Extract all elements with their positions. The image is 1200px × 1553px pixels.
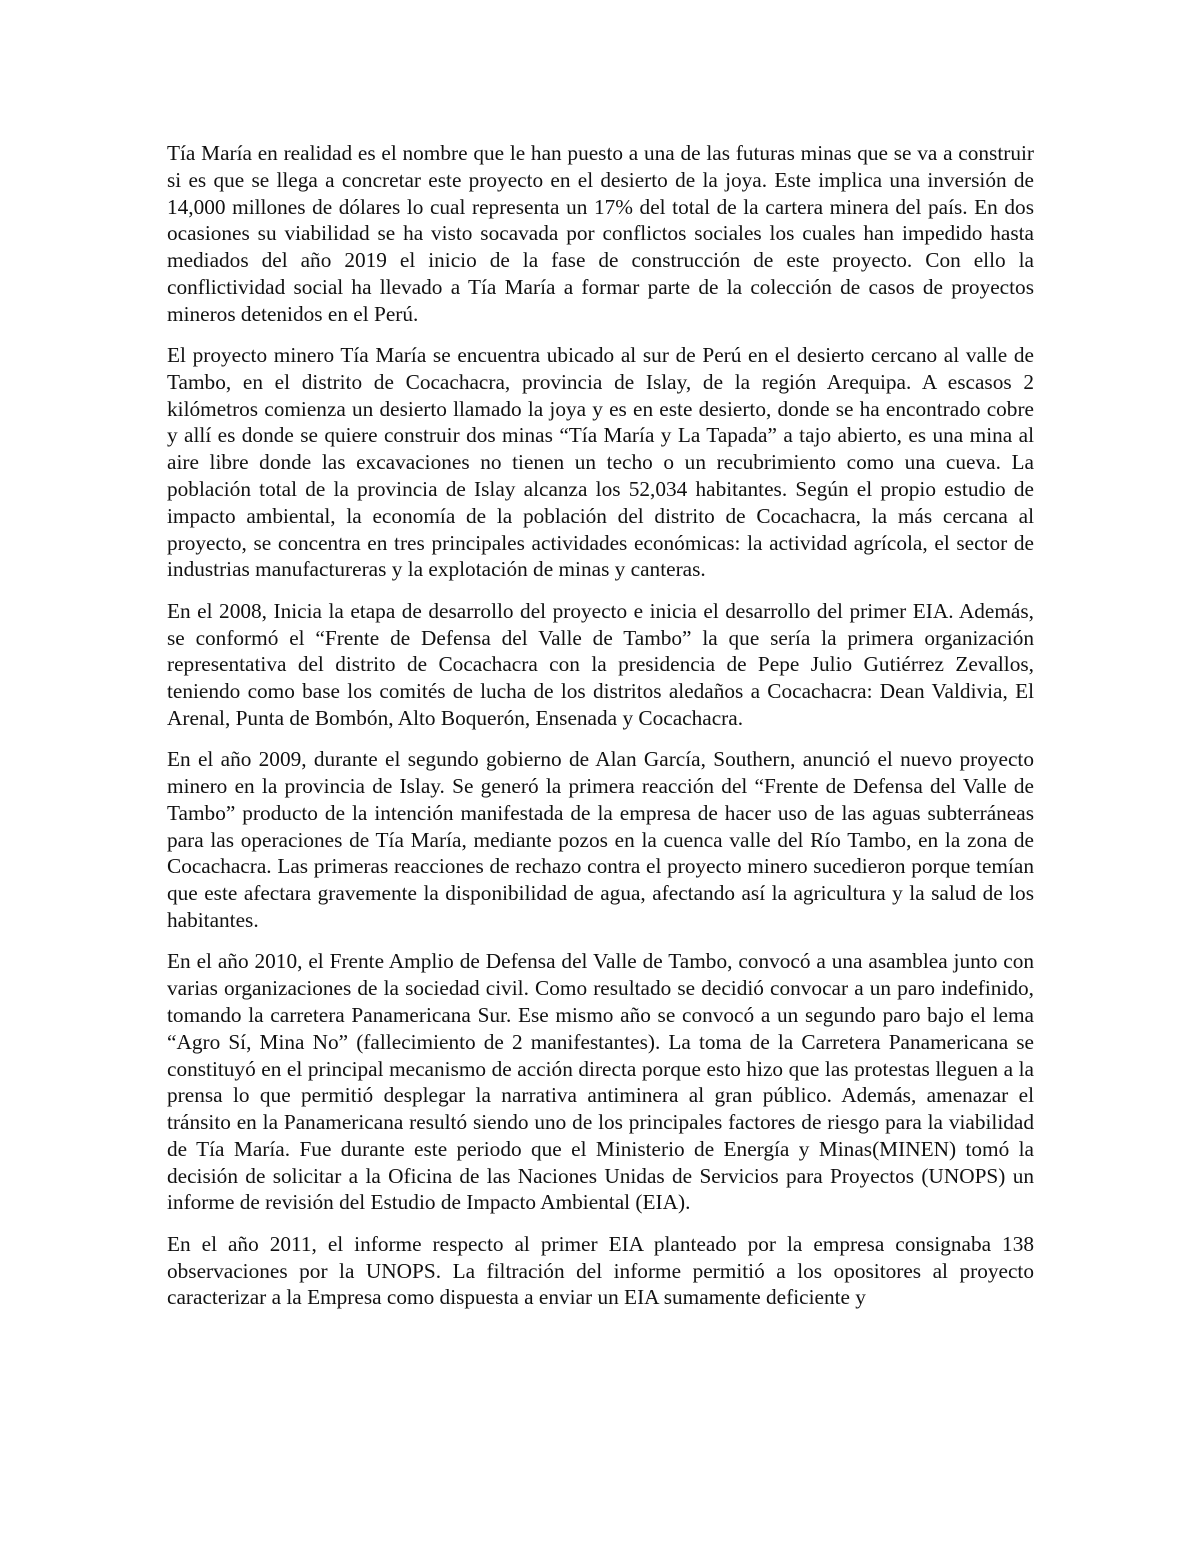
paragraph-6: En el año 2011, el informe respecto al primer EIA planteado por la empresa consignaba 138 observaciones por la UNOPS. La filtración del informe permitió a los opositores al proyecto caracterizar a la Empresa como dispuesta a enviar un EIA sumamente deficiente y [167,1231,1034,1310]
document-body [167,140,1034,1326]
paragraph-4: En el año 2009, durante el segundo gobierno de Alan García, Southern, anunció el nuevo proyecto minero en la provincia de Islay. Se generó la primera reacción del “Frente de Defensa del Valle de Tambo” producto de la intención manifestada de la empresa de hacer uso de las aguas subterráneas para las operaciones de Tía María, mediante pozos en la cuenca valle del Río Tambo, en la zona de Cocachacra. Las primeras reacciones de rechazo contra el proyecto minero sucedieron porque temían que este afectara gravemente la disponibilidad de agua, afectando así la agricultura y la salud de los habitantes. [167,747,1034,933]
paragraph-3: En el 2008, Inicia la etapa de desarrollo del proyecto e inicia el desarrollo del primer EIA. Además, se conformó el “Frente de Defensa del Valle de Tambo” la que sería la primera organización representativa del distrito de Cocachacra con la presidencia de Pepe Julio Gutiérrez Zevallos, teniendo como base los comités de lucha de los distritos aledaños a Cocachacra: Dean Valdivia, El Arenal, Punta de Bombón, Alto Boquerón, Ensenada y Cocachacra. [167,598,1034,730]
paragraph-1: Tía María en realidad es el nombre que le han puesto a una de las futuras minas que se va a construir si es que se llega a concretar este proyecto en el desierto de la joya. Este implica una inversión de 14,000 millones de dólares lo cual representa un 17% del total de la cartera minera del país. En dos ocasiones su viabilidad se ha visto socavada por conflictos sociales los cuales han impedido hasta mediados del año 2019 el inicio de la fase de construcción de este proyecto. Con ello la conflictividad social ha llevado a Tía María a formar parte de la colección de casos de proyectos mineros detenidos en el Perú. [167,141,1034,326]
paragraph-2: El proyecto minero Tía María se encuentra ubicado al sur de Perú en el desierto cercano al valle de Tambo, en el distrito de Cocachacra, provincia de Islay, de la región Arequipa. A escasos 2 kilómetros comienza un desierto llamado la joya y es en este desierto, donde se ha encontrado cobre y allí es donde se quiere construir dos minas “Tía María y La Tapada” a tajo abierto, es una mina al aire libre donde las excavaciones no tienen un techo o un recubrimiento como una cueva. La población total de la provincia de Islay alcanza los 52,034 habitantes. Según el propio estudio de impacto ambiental, la economía de la población del distrito de Cocachacra, la más cercana al proyecto, se concentra en tres principales actividades económicas: la actividad agrícola, el sector de industrias manufactureras y la explotación de minas y canteras. [167,343,1034,582]
paragraph-5: En el año 2010, el Frente Amplio de Defensa del Valle de Tambo, convocó a una asamblea junto con varias organizaciones de la sociedad civil. Como resultado se decidió convocar a un paro indefinido, tomando la carretera Panamericana Sur. Ese mismo año se convocó a un segundo paro bajo el lema “Agro Sí, Mina No” (fallecimiento de 2 manifestantes). La toma de la Carretera Panamericana se constituyó en el principal mecanismo de acción directa porque esto hizo que las protestas lleguen a la prensa lo que permitió desplegar la narrativa antiminera al gran público. Además, amenazar el tránsito en la Panamericana resultó siendo uno de los principales factores de riesgo para la viabilidad de Tía María. Fue durante este periodo que el Ministerio de Energía y Minas(MINEN) tomó la decisión de solicitar a la Oficina de las Naciones Unidas de Servicios para Proyectos (UNOPS) un informe de revisión del Estudio de Impacto Ambiental (EIA). [167,949,1034,1215]
